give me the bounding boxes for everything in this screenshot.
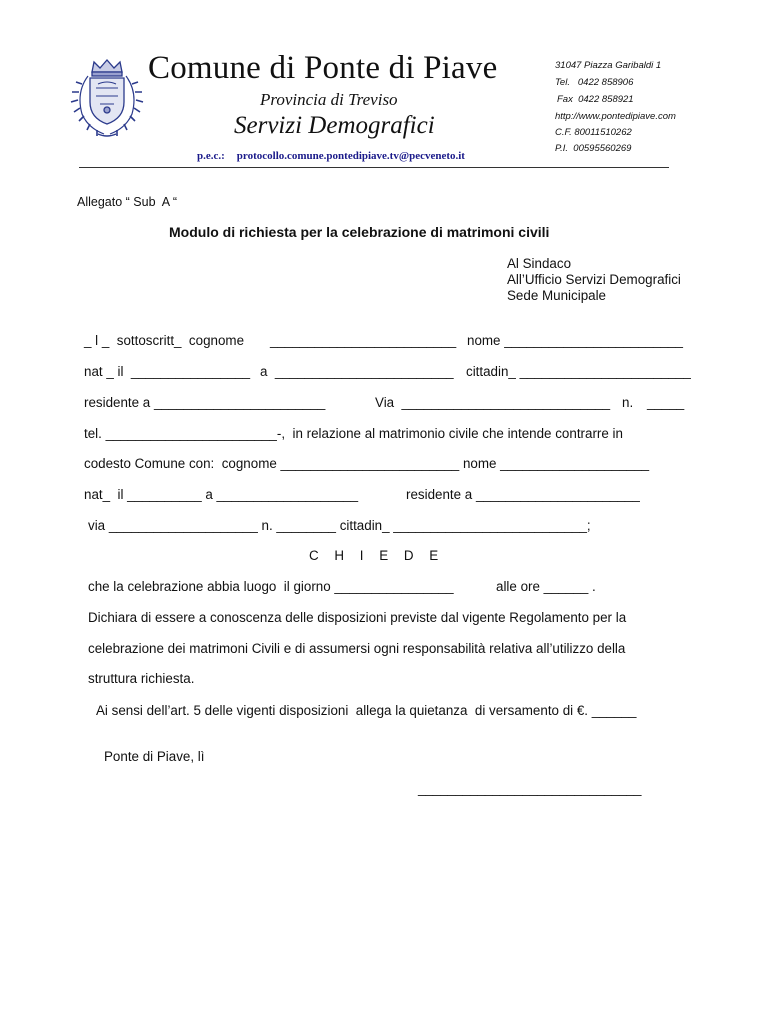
contact-website-link[interactable]: http://www.pontedipiave.com bbox=[555, 111, 676, 122]
province-name: Provincia di Treviso bbox=[260, 90, 398, 109]
street-blank[interactable]: Via ____________________________ bbox=[375, 395, 611, 410]
declaration-line: celebrazione dei matrimoni Civili e di assumersi ogni responsabilità relativa all’utilizzo della bbox=[88, 641, 626, 656]
office-name: Servizi Demografici bbox=[234, 112, 435, 139]
declaration-line: Dichiara di essere a conoscenza delle disposizioni previste dal vigente Regolamento per la bbox=[88, 610, 627, 625]
contact-tax-code: C.F. 80011510262 bbox=[555, 127, 632, 138]
number-label: n. bbox=[622, 395, 634, 410]
citizenship-blank[interactable]: cittadin_ _______________________ bbox=[466, 364, 691, 379]
spouse-name-blank[interactable]: codesto Comune con: cognome ________________________ nome ____________________ bbox=[84, 456, 650, 471]
pec-email-link[interactable]: protocollo.comune.pontedipiave.tv@pecveneto.it bbox=[236, 150, 465, 162]
house-number-blank[interactable]: _____ bbox=[647, 395, 685, 410]
request-heading: C H I E D E bbox=[309, 548, 445, 563]
payment-amount-blank[interactable]: Ai sensi dell’art. 5 delle vigenti disposizioni allega la quietanza di versamento di €. ______ bbox=[96, 703, 637, 718]
birth-place-blank[interactable]: a ________________________ bbox=[260, 364, 454, 379]
first-name-blank[interactable]: nome ________________________ bbox=[467, 333, 683, 348]
form-heading: Modulo di richiesta per la celebrazione di matrimoni civili bbox=[169, 224, 550, 240]
recipient-line: All’Ufficio Servizi Demografici bbox=[507, 272, 681, 287]
recipient-line: Al Sindaco bbox=[507, 256, 572, 271]
attachment-label: Allegato “ Sub A “ bbox=[77, 195, 178, 209]
declaration-line: struttura richiesta. bbox=[88, 671, 195, 686]
header-divider bbox=[79, 167, 669, 168]
surname-blank[interactable]: _________________________ bbox=[270, 333, 457, 348]
signature-line[interactable]: ______________________________ bbox=[418, 781, 642, 796]
birth-date-blank[interactable]: nat _ il ________________ bbox=[84, 364, 251, 379]
spouse-residence-blank[interactable]: residente a ______________________ bbox=[406, 487, 640, 502]
residence-blank[interactable]: residente a _______________________ bbox=[84, 395, 326, 410]
ceremony-date-blank[interactable]: che la celebrazione abbia luogo il giorno ________________ bbox=[88, 579, 454, 594]
ceremony-time-blank[interactable]: alle ore ______ . bbox=[496, 579, 596, 594]
place-date-label: Ponte di Piave, lì bbox=[104, 749, 205, 764]
coat-of-arms-icon bbox=[70, 58, 144, 140]
phone-blank[interactable]: tel. _______________________-, in relazione al matrimonio civile che intende contrarre in bbox=[84, 426, 623, 441]
contact-vat-number: P.I. 00595560269 bbox=[555, 143, 632, 154]
contact-phone: Tel. 0422 858906 bbox=[555, 77, 634, 88]
spouse-birth-blank[interactable]: nat_ il __________ a ___________________ bbox=[84, 487, 359, 502]
recipient-line: Sede Municipale bbox=[507, 288, 607, 303]
municipality-title: Comune di Ponte di Piave bbox=[148, 50, 498, 86]
pec-line bbox=[197, 150, 465, 162]
contact-fax: Fax 0422 858921 bbox=[557, 94, 634, 105]
spouse-address-blank[interactable]: via ____________________ n. ________ cittadin_ __________________________; bbox=[88, 518, 591, 533]
form-line-applicant-surname: _ l _ sottoscritt_ cognome bbox=[84, 333, 245, 348]
contact-address: 31047 Piazza Garibaldi 1 bbox=[555, 60, 662, 71]
pec-label: p.e.c.: bbox=[197, 150, 225, 162]
